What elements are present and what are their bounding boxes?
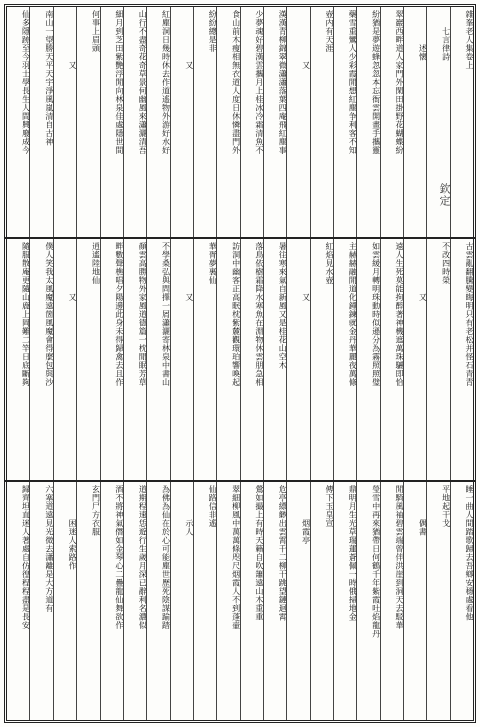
text-column (310, 7, 333, 237)
column-text: 仙路信非遙 (208, 485, 218, 528)
column-text: 訪洞中幽客正高眠枕紫麓觀環珀響喚起 (231, 242, 241, 387)
text-column (286, 482, 309, 720)
text-column (216, 482, 239, 720)
column-text: 鼎明月生光草瑞蓮蒼佩一時俄掃地金 (348, 485, 358, 621)
text-column (240, 7, 263, 237)
text-column (403, 239, 426, 480)
column-text: 紛紛總是非 (208, 10, 218, 53)
column-text: 道期程速恁遊行生歲月深已辭利名濃似 (138, 485, 148, 630)
text-column (7, 482, 29, 720)
text-column (100, 239, 123, 480)
text-column (123, 482, 146, 720)
text-column (7, 7, 29, 237)
text-column (146, 239, 169, 480)
column-text: 紛猶是夢遊蜂忽忽本忘衙雲開畫手攜靈 (371, 10, 381, 155)
column-text: 主赫赫融閒道化鐘鍊就金丹華麗夜萬條 (348, 242, 358, 387)
text-column (29, 239, 52, 480)
text-column (356, 482, 379, 720)
column-text: 翠巖西畔道人家門外閑田掛野花蝴蝶紛 (394, 10, 404, 155)
column-text: 遠人生死莫能拘醉著神機遮萬珠驪即恰 (394, 242, 404, 387)
column-text: 危亭縹緲出雲霄千二柳干跳望鏈迴霄 (278, 485, 288, 621)
column-text: 玄門尸方衣服 (91, 485, 101, 536)
column-text: 鶯如撮上有時天籟自吹簫遠山木重重 (254, 485, 264, 621)
column-text: 紅焰見水壺 (324, 242, 334, 285)
text-column (29, 482, 52, 720)
column-text: 又 (418, 293, 428, 302)
text-column (100, 7, 123, 237)
text-column (53, 482, 76, 720)
column-text: 平地起干戈 (441, 485, 451, 528)
column-text: 壺内有天涯 (324, 10, 334, 53)
text-column (310, 239, 333, 480)
column-text: 華胥夢裏仙 (208, 242, 218, 285)
column-text: 瑩雪中再來猶帶日何鶴千年紫霞吐焰龍丹 (371, 485, 381, 638)
text-column (100, 482, 123, 720)
column-text: 睡一曲人間踏歌歸去吾鄉安穩處看他 (465, 485, 474, 621)
text-column (76, 482, 99, 720)
text-column (426, 482, 449, 720)
column-text: 畔數聲樵唱夕陽邊此身未得歸禽去且作 (114, 242, 124, 387)
column-text: 如雲緩月轉明珠動時似遜分為霧照照璧 (371, 242, 381, 387)
text-column (193, 239, 216, 480)
column-text: 述懷 (418, 44, 428, 61)
text-column (123, 239, 146, 480)
text-column (380, 7, 403, 237)
text-band-middle (7, 239, 473, 480)
text-column (123, 7, 146, 237)
text-column (29, 7, 52, 237)
column-text: 為佛為仙在於心可能塵世歷死陰謀踰踏 (161, 485, 171, 630)
text-column (76, 7, 99, 237)
text-column (333, 7, 356, 237)
text-column (170, 239, 193, 480)
text-column (7, 239, 29, 480)
text-column (450, 239, 473, 480)
column-text: 又 (301, 293, 311, 302)
text-column (380, 482, 403, 720)
text-column (193, 7, 216, 237)
text-column (170, 7, 193, 237)
text-column (263, 239, 286, 480)
column-text: 又 (184, 293, 194, 302)
column-text: 酒不將神氣僭如金琴心二疊龍仙舞欲作 (114, 485, 124, 630)
column-text: 翠細柳風中萬萬條咫尺烟霞人不到蓬壷 (231, 485, 241, 630)
text-column (403, 482, 426, 720)
text-column (216, 7, 239, 237)
text-band-top (7, 7, 473, 237)
column-text: 山行不盡奇花奇草景何幽風來瀟灑清吾 (138, 10, 148, 155)
column-text: 落鳥依樹霜降水寒魚在淵物休雲朋急相 (254, 242, 264, 387)
column-text: 漢漢青柳錦翠微瀟瀟落葉四庵飛紅塵事 (278, 10, 288, 155)
column-text: 隨服散庵更隨山鹿上岡難二竿日底斷夠 (21, 242, 31, 387)
column-text: 紅塵洞日幾時休去作道遙物外游好水好 (161, 10, 171, 155)
column-text: 困迷人索路作 (68, 519, 78, 570)
text-column (333, 482, 356, 720)
text-column (286, 239, 309, 480)
text-column (310, 482, 333, 720)
text-column (193, 482, 216, 720)
text-column (263, 7, 286, 237)
column-text: 不改四時榮 (441, 242, 451, 285)
text-column (170, 482, 193, 720)
text-column (450, 7, 473, 237)
text-column (426, 239, 449, 480)
column-text: 暑往寒來氣自新風又是桂花山空木 (278, 242, 288, 370)
column-text: 南山一望勝天平天宇淨風嵐清自古神 (44, 10, 54, 146)
text-column (76, 239, 99, 480)
column-text: 六塞道遠見光微去瀟離是大方道有 (44, 485, 54, 613)
column-text: 又 (301, 61, 311, 70)
column-text: 少夢魂好碧漢雲攜月上桂冰冷霜清魚不 (254, 10, 264, 155)
column-text: 僕人笑我太風魔遠箇風魔會得麼包與沙 (44, 242, 54, 387)
column-text: 七言律詩 (441, 27, 451, 61)
text-column (146, 7, 169, 237)
text-column (403, 7, 426, 237)
column-text: 示人 (184, 519, 194, 536)
column-text: 細月到芝田紫艷浮閒向林泉佳處隱世間 (114, 10, 124, 155)
column-text: 又 (184, 61, 194, 70)
column-text: 偶書 (418, 519, 428, 536)
column-text: 古雲亂翻騰變晦明只有老松并怪石青青 (465, 242, 474, 387)
column-text: 又 (68, 61, 78, 70)
text-column (286, 7, 309, 237)
marginal-mark: 欽定 (438, 183, 451, 207)
text-band-bottom (7, 482, 473, 720)
text-column (356, 239, 379, 480)
column-text: 又 (68, 293, 78, 302)
column-text: 不學桑弘與問擇一屑瀟灑寄林泉中書山 (161, 242, 171, 387)
column-text: 顏雲高勝物外家風道德篇一枕閒眠芳草 (138, 242, 148, 387)
column-text: 藥雪重鸞人少彩霞閒想紅塵争利客不知 (348, 10, 358, 155)
column-text: 傳下玉皇宣 (324, 485, 334, 528)
text-column (380, 239, 403, 480)
text-column (240, 239, 263, 480)
column-text: 雜峯老人集卷上 (465, 10, 474, 70)
text-column (53, 7, 76, 237)
text-column (240, 482, 263, 720)
column-text: 閒騎風袖碧雲端曾伴洪崖到洞天去駁華 (394, 485, 404, 630)
text-column (356, 7, 379, 237)
text-column (216, 239, 239, 480)
column-text: 烟霞亭 (301, 519, 311, 545)
text-column (333, 239, 356, 480)
column-text: 逍遙陸地仙 (91, 242, 101, 285)
column-text: 食山前木瘦相無衣道人度日休憐盡門外 (231, 10, 241, 155)
column-text: 何事上眉頭 (91, 10, 101, 53)
text-column (450, 482, 473, 720)
text-column (146, 482, 169, 720)
column-text: 仙多隱跡至今羽士學長生人間興廢成今 (21, 10, 31, 155)
text-column (263, 482, 286, 720)
column-text: 歸齊坦直迷人著處自仿徨程程盡是長安 (21, 485, 31, 630)
text-column (53, 239, 76, 480)
